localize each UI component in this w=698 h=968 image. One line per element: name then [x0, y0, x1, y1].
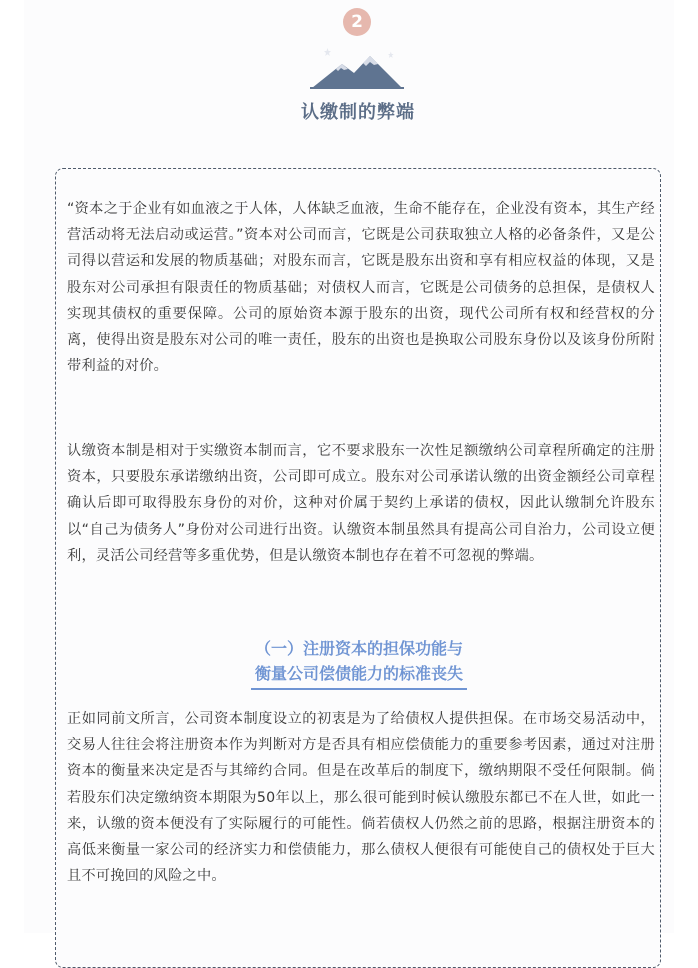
paragraph-capital-importance: “资本之于企业有如血液之于人体，人体缺乏血液，生命不能存在，企业没有资本，其生产经营活动将无法启动或运营。”资本对公司而言，它既是公司获取独立人格的必备条件，又是公司得以营运和发展的物质基础；对股东而言，它既是股东出资和享有相应权益的体现，又是股东对公司承担有限责任的物质基础；对债权人而言，它既是公司债务的总担保，是债权人实现其债权的重要保障。公司的原始资本源于股东的出资，现代公司所有权和经营权的分离，使得出资是股东对公司的唯一责任，股东的出资也是换取公司股东身份以及该身份所附带利益的对价。: [67, 201, 655, 375]
subtitle-heading: [236, 636, 482, 690]
subtitle-line-1: （一）注册资本的担保功能与: [254, 639, 463, 658]
paragraph-subscription-system: 认缴资本制是相对于实缴资本制而言，它不要求股东一次性足额缴纳公司章程所确定的注册资本，只要股东承诺缴纳出资，公司即可成立。股东对公司承诺认缴的出资金额经公司章程确认后即可取得股东身份的对价，这种对价属于契约上承诺的债权，因此认缴制允许股东以“自己为债务人”身份对公司进行出资。认缴资本制虽然具有提高公司自治力，公司设立便利，灵活公司经营等多重优势，但是认缴资本制也存在着不可忽视的弊端。: [67, 443, 655, 564]
section-title: 认缴制的弊端: [301, 102, 415, 123]
subtitle-line-2: 衡量公司偿债能力的标准丧失: [253, 661, 465, 690]
subtitle-double-rule: [251, 688, 467, 690]
paragraph-guarantee-function-loss: 正如同前文所言，公司资本制度设立的初衷是为了给债权人提供担保。在市场交易活动中，交易人往往会将注册资本作为判断对方是否具有相应偿债能力的重要参考因素，通过对注册资本的衡量来决定是否与其缔约合同。但是在改革后的制度下，缴纳期限不受任何限制。倘若股东们决定缴纳资本期限为50年以上，那么很可能到时候认缴股东都已不在人世，如此一来，认缴的资本便没有了实际履行的可能性。倘若债权人仍然之前的思路，根据注册资本的高低来衡量一家公司的经济实力和偿债能力，那么债权人便很有可能使自己的债权处于巨大且不可挽回的风险之中。: [67, 711, 655, 885]
section-number-badge: 2: [343, 8, 371, 36]
mountain-icon: [302, 36, 412, 92]
